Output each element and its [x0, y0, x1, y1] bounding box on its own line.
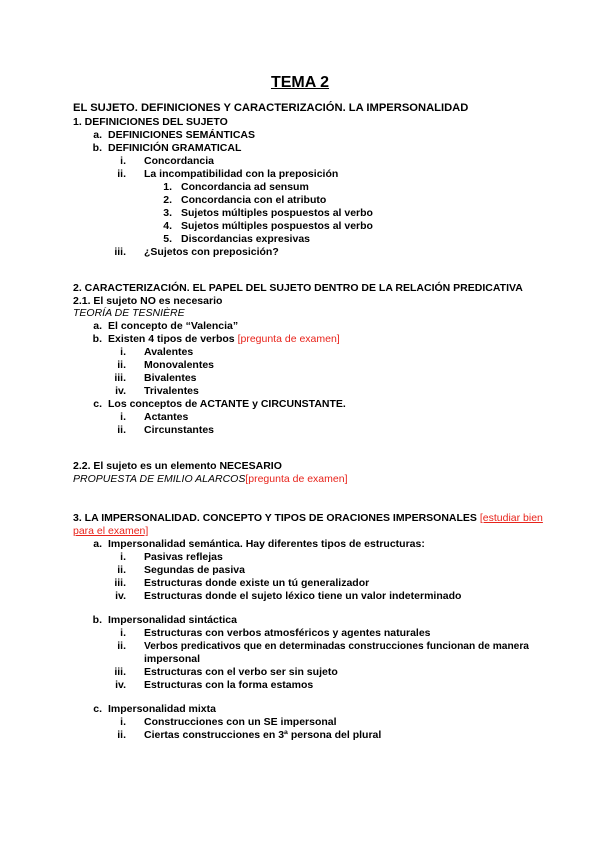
list-item: 5. Discordancias expresivas: [163, 233, 310, 245]
section-2-title: 2. CARACTERIZACIÓN. EL PAPEL DEL SUJETO DENTRO DE LA RELACIÓN PREDICATIVA: [73, 282, 523, 294]
list-item: 2. Concordancia con el atributo: [163, 194, 327, 206]
list-item: iv. Estructuras con la forma estamos: [115, 679, 314, 691]
proposal-label: PROPUESTA DE EMILIO ALARCOS[pregunta de examen]: [73, 473, 348, 485]
list-item: iii. ¿Sujetos con preposición?: [114, 246, 279, 258]
list-item: ii. Verbos predicativos que en determinadas construcciones funcionan de manera: [117, 640, 529, 652]
list-item: ii. Circunstantes: [117, 424, 215, 436]
list-item-continued: impersonal: [144, 653, 201, 665]
list-item: i. Concordancia: [120, 155, 215, 167]
list-item: ii. Segundas de pasiva: [117, 564, 245, 576]
list-item: c. Los conceptos de ACTANTE y CIRCUNSTANTE.: [93, 398, 346, 410]
list-item: a. DEFINICIONES SEMÁNTICAS: [93, 129, 256, 141]
list-item: ii. La incompatibilidad con la preposición: [117, 168, 339, 180]
list-item: iii. Bivalentes: [114, 372, 197, 384]
exam-note: [pregunta de examen]: [237, 333, 340, 345]
list-item: b. Impersonalidad sintáctica: [92, 614, 237, 626]
subsection-title: 2.1. El sujeto NO es necesario: [73, 295, 223, 307]
exam-note-continued: para el examen]: [73, 525, 149, 537]
list-item: iii. Estructuras con el verbo ser sin sujeto: [114, 666, 338, 678]
list-item: iii. Estructuras donde existe un tú generalizador: [114, 577, 370, 589]
list-item: b. Existen 4 tipos de verbos [pregunta de examen]: [92, 333, 340, 345]
list-item: i. Construcciones con un SE impersonal: [120, 716, 337, 728]
exam-note: [estudiar bien: [479, 512, 543, 524]
list-item: c. Impersonalidad mixta: [93, 703, 216, 715]
page-title: TEMA 2: [270, 74, 330, 91]
list-item: i. Avalentes: [120, 346, 194, 358]
list-item: a. Impersonalidad semántica. Hay diferentes tipos de estructuras:: [93, 538, 425, 550]
list-item: 3. Sujetos múltiples pospuestos al verbo: [163, 207, 373, 219]
list-item: iv. Trivalentes: [115, 385, 199, 397]
exam-note: [pregunta de examen]: [245, 473, 348, 485]
list-item: ii. Ciertas construcciones en 3ª persona del plural: [117, 729, 382, 741]
subsection-title: 2.2. El sujeto es un elemento NECESARIO: [73, 460, 282, 472]
list-item: iv. Estructuras donde el sujeto léxico tiene un valor indeterminado: [115, 590, 462, 602]
list-item: a. El concepto de “Valencia”: [93, 320, 239, 332]
list-item: 4. Sujetos múltiples pospuestos al verbo: [163, 220, 373, 232]
list-item: 1. Concordancia ad sensum: [163, 181, 309, 193]
list-item: i. Pasivas reflejas: [120, 551, 223, 563]
list-item: b. DEFINICIÓN GRAMATICAL: [92, 142, 242, 154]
theory-label: TEORÍA DE TESNIÈRE: [73, 307, 185, 319]
section-1-title: 1. DEFINICIONES DEL SUJETO: [73, 116, 228, 128]
section-3-title: 3. LA IMPERSONALIDAD. CONCEPTO Y TIPOS DE ORACIONES IMPERSONALES [estudiar bien: [73, 512, 543, 524]
list-item: i. Actantes: [120, 411, 189, 423]
list-item: i. Estructuras con verbos atmosféricos y agentes naturales: [120, 627, 431, 639]
list-item: ii. Monovalentes: [117, 359, 215, 371]
main-heading: EL SUJETO. DEFINICIONES Y CARACTERIZACIÓN. LA IMPERSONALIDAD: [73, 102, 469, 114]
